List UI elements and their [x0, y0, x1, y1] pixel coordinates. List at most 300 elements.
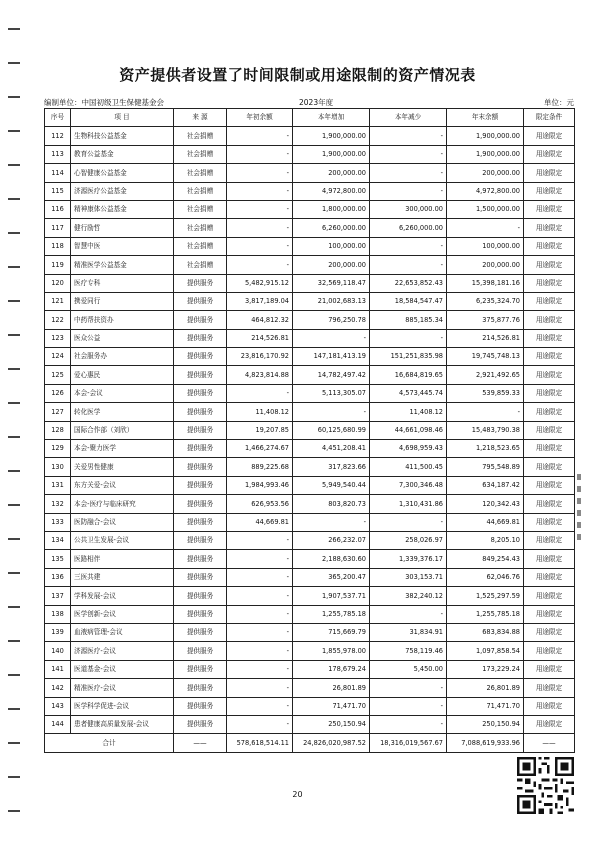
- table-row: [45, 164, 575, 182]
- cell-reduce: 4,573,445.74: [370, 384, 447, 402]
- cell-cond: 用途限定: [524, 440, 575, 458]
- cell-source: 社会捐赠: [174, 200, 227, 218]
- cell-cond: 用途限定: [524, 182, 575, 200]
- cell-no: 121: [45, 292, 71, 310]
- cell-no: 112: [45, 127, 71, 145]
- cell-add: 147,181,413.19: [293, 348, 370, 366]
- cell-source: 提供服务: [174, 311, 227, 329]
- cell-end: 8,205.10: [447, 531, 524, 549]
- cell-item: 公共卫生发展-会议: [71, 531, 174, 549]
- cell-no: 141: [45, 660, 71, 678]
- cell-end: 250,150.94: [447, 715, 524, 733]
- cell-begin: -: [227, 384, 293, 402]
- cell-begin: -: [227, 623, 293, 641]
- cell-cond: 用途限定: [524, 164, 575, 182]
- cell-end: 539,859.33: [447, 384, 524, 402]
- cell-end: 214,526.81: [447, 329, 524, 347]
- cell-begin: -: [227, 182, 293, 200]
- cell-begin: -: [227, 715, 293, 733]
- cell-no: 114: [45, 164, 71, 182]
- cell-begin: 214,526.81: [227, 329, 293, 347]
- cell-source: 提供服务: [174, 403, 227, 421]
- cell-source: 提供服务: [174, 513, 227, 531]
- header-item: 项 目: [71, 109, 174, 127]
- cell-end: 200,000.00: [447, 256, 524, 274]
- cell-end: 1,097,858.54: [447, 642, 524, 660]
- cell-no: 137: [45, 587, 71, 605]
- cell-source: 提供服务: [174, 697, 227, 715]
- cell-add: 1,907,537.71: [293, 587, 370, 605]
- cell-end: 849,254.43: [447, 550, 524, 568]
- cell-cond: 用途限定: [524, 403, 575, 421]
- cell-add: 5,113,305.07: [293, 384, 370, 402]
- cell-cond: 用途限定: [524, 366, 575, 384]
- page-number: 20: [292, 790, 303, 799]
- cell-begin: -: [227, 550, 293, 568]
- cell-item: 医道基金-会议: [71, 660, 174, 678]
- cell-cond: 用途限定: [524, 274, 575, 292]
- cell-item: 济源医疗-会议: [71, 642, 174, 660]
- cell-source: 提供服务: [174, 587, 227, 605]
- cell-begin: -: [227, 587, 293, 605]
- cell-no: 113: [45, 145, 71, 163]
- cell-reduce: -: [370, 127, 447, 145]
- cell-reduce: 300,000.00: [370, 200, 447, 218]
- cell-source: 社会捐赠: [174, 164, 227, 182]
- cell-begin: 626,953.56: [227, 495, 293, 513]
- cell-item: 智慧中医: [71, 237, 174, 255]
- cell-add: 250,150.94: [293, 715, 370, 733]
- cell-reduce: 4,698,959.43: [370, 440, 447, 458]
- cell-item: 本会-医疗与临床研究: [71, 495, 174, 513]
- cell-add: 365,200.47: [293, 568, 370, 586]
- cell-add: 200,000.00: [293, 164, 370, 182]
- cell-no: 143: [45, 697, 71, 715]
- cell-cond: 用途限定: [524, 568, 575, 586]
- cell-source: 提供服务: [174, 642, 227, 660]
- total-condition: ——: [524, 734, 575, 752]
- cell-begin: -: [227, 145, 293, 163]
- currency-unit: 单位：元: [544, 98, 574, 107]
- cell-source: 社会捐赠: [174, 127, 227, 145]
- cell-add: 796,250.78: [293, 311, 370, 329]
- cell-item: 三医共建: [71, 568, 174, 586]
- table-body: [45, 127, 575, 734]
- cell-begin: -: [227, 568, 293, 586]
- cell-item: 本会-聚力医学: [71, 440, 174, 458]
- cell-begin: -: [227, 679, 293, 697]
- cell-reduce: -: [370, 145, 447, 163]
- cell-reduce: -: [370, 164, 447, 182]
- header-decrease: 本年减少: [370, 109, 447, 127]
- cell-end: 2,921,492.65: [447, 366, 524, 384]
- side-seal-mark: [575, 468, 583, 548]
- cell-source: 社会捐赠: [174, 237, 227, 255]
- cell-no: 142: [45, 679, 71, 697]
- cell-source: 提供服务: [174, 531, 227, 549]
- header-no: 序号: [45, 109, 71, 127]
- cell-reduce: 382,240.12: [370, 587, 447, 605]
- cell-no: 133: [45, 513, 71, 531]
- cell-begin: 19,207.85: [227, 421, 293, 439]
- cell-source: 提供服务: [174, 384, 227, 402]
- total-end: 7,088,619,933.96: [447, 734, 524, 752]
- table-row: [45, 715, 575, 733]
- cell-reduce: 885,185.34: [370, 311, 447, 329]
- cell-item: 本会-会议: [71, 384, 174, 402]
- cell-add: -: [293, 513, 370, 531]
- table-row: [45, 274, 575, 292]
- table-row: [45, 440, 575, 458]
- cell-add: 1,900,000.00: [293, 127, 370, 145]
- cell-add: 803,820.73: [293, 495, 370, 513]
- cell-source: 提供服务: [174, 348, 227, 366]
- table-row: [45, 568, 575, 586]
- cell-cond: 用途限定: [524, 587, 575, 605]
- table-row: [45, 145, 575, 163]
- cell-source: 社会捐赠: [174, 256, 227, 274]
- header-condition: 限定条件: [524, 109, 575, 127]
- cell-cond: 用途限定: [524, 623, 575, 641]
- table-row: [45, 642, 575, 660]
- cell-cond: 用途限定: [524, 292, 575, 310]
- cell-no: 127: [45, 403, 71, 421]
- table-row: [45, 403, 575, 421]
- cell-item: 医路相伴: [71, 550, 174, 568]
- cell-add: 2,188,630.60: [293, 550, 370, 568]
- cell-cond: 用途限定: [524, 605, 575, 623]
- cell-item: 中药帮扶资办: [71, 311, 174, 329]
- cell-begin: 44,669.81: [227, 513, 293, 531]
- table-row: [45, 513, 575, 531]
- cell-reduce: 31,834.91: [370, 623, 447, 641]
- cell-cond: 用途限定: [524, 715, 575, 733]
- table-row: [45, 256, 575, 274]
- cell-end: 1,900,000.00: [447, 127, 524, 145]
- cell-reduce: -: [370, 605, 447, 623]
- cell-begin: -: [227, 660, 293, 678]
- cell-add: 1,255,785.18: [293, 605, 370, 623]
- table-row: [45, 219, 575, 237]
- cell-begin: -: [227, 256, 293, 274]
- cell-end: 1,255,785.18: [447, 605, 524, 623]
- cell-add: 100,000.00: [293, 237, 370, 255]
- cell-add: 60,125,680.99: [293, 421, 370, 439]
- cell-source: 提供服务: [174, 660, 227, 678]
- cell-cond: 用途限定: [524, 660, 575, 678]
- cell-cond: 用途限定: [524, 513, 575, 531]
- cell-add: 178,679.24: [293, 660, 370, 678]
- table-header-row: [45, 109, 575, 127]
- cell-reduce: -: [370, 329, 447, 347]
- cell-no: 116: [45, 200, 71, 218]
- cell-end: 200,000.00: [447, 164, 524, 182]
- cell-add: 26,801.89: [293, 679, 370, 697]
- total-label: 合计: [45, 734, 174, 752]
- cell-end: 6,235,324.70: [447, 292, 524, 310]
- cell-begin: -: [227, 127, 293, 145]
- header-increase: 本年增加: [293, 109, 370, 127]
- binding-margin-marks: [0, 0, 22, 841]
- cell-end: 683,834.88: [447, 623, 524, 641]
- cell-add: 1,900,000.00: [293, 145, 370, 163]
- cell-end: -: [447, 403, 524, 421]
- cell-end: 15,483,790.38: [447, 421, 524, 439]
- total-source: ——: [174, 734, 227, 752]
- cell-begin: -: [227, 605, 293, 623]
- table-row: [45, 531, 575, 549]
- cell-source: 提供服务: [174, 605, 227, 623]
- cell-no: 129: [45, 440, 71, 458]
- cell-end: 15,398,181.16: [447, 274, 524, 292]
- table-row: [45, 476, 575, 494]
- cell-reduce: 258,026.97: [370, 531, 447, 549]
- cell-begin: -: [227, 237, 293, 255]
- cell-cond: 用途限定: [524, 531, 575, 549]
- cell-begin: 1,466,274.67: [227, 440, 293, 458]
- cell-no: 117: [45, 219, 71, 237]
- cell-end: 1,525,297.59: [447, 587, 524, 605]
- cell-begin: 889,225.68: [227, 458, 293, 476]
- cell-reduce: -: [370, 182, 447, 200]
- table-row: [45, 421, 575, 439]
- cell-source: 提供服务: [174, 366, 227, 384]
- cell-item: 健行励哲: [71, 219, 174, 237]
- cell-reduce: 44,661,098.46: [370, 421, 447, 439]
- header-end-balance: 年末余额: [447, 109, 524, 127]
- table-row: [45, 127, 575, 145]
- restricted-assets-table: [44, 108, 575, 753]
- cell-no: 126: [45, 384, 71, 402]
- cell-add: 266,232.07: [293, 531, 370, 549]
- cell-no: 118: [45, 237, 71, 255]
- cell-cond: 用途限定: [524, 127, 575, 145]
- cell-reduce: 1,310,431.86: [370, 495, 447, 513]
- cell-end: 4,972,800.00: [447, 182, 524, 200]
- cell-end: 1,500,000.00: [447, 200, 524, 218]
- cell-item: 患者健康高质量发展-会议: [71, 715, 174, 733]
- cell-end: 173,229.24: [447, 660, 524, 678]
- cell-end: 375,877.76: [447, 311, 524, 329]
- cell-end: 44,669.81: [447, 513, 524, 531]
- cell-end: 100,000.00: [447, 237, 524, 255]
- cell-no: 132: [45, 495, 71, 513]
- cell-begin: -: [227, 531, 293, 549]
- cell-item: 医疗专科: [71, 274, 174, 292]
- cell-no: 130: [45, 458, 71, 476]
- cell-no: 128: [45, 421, 71, 439]
- cell-source: 提供服务: [174, 568, 227, 586]
- cell-add: 200,000.00: [293, 256, 370, 274]
- cell-no: 115: [45, 182, 71, 200]
- cell-reduce: -: [370, 715, 447, 733]
- cell-add: 317,823.66: [293, 458, 370, 476]
- qr-code-icon: [517, 757, 574, 814]
- table-row: [45, 605, 575, 623]
- cell-cond: 用途限定: [524, 642, 575, 660]
- table-row: [45, 182, 575, 200]
- cell-reduce: 303,153.71: [370, 568, 447, 586]
- cell-begin: 4,823,814.88: [227, 366, 293, 384]
- cell-cond: 用途限定: [524, 476, 575, 494]
- cell-add: 4,451,208.41: [293, 440, 370, 458]
- cell-begin: 3,817,189.04: [227, 292, 293, 310]
- cell-end: 795,548.89: [447, 458, 524, 476]
- cell-cond: 用途限定: [524, 421, 575, 439]
- cell-cond: 用途限定: [524, 679, 575, 697]
- cell-reduce: 16,684,819.65: [370, 366, 447, 384]
- cell-reduce: 6,260,000.00: [370, 219, 447, 237]
- cell-item: 精准医疗-会议: [71, 679, 174, 697]
- table-row: [45, 495, 575, 513]
- cell-add: 71,471.70: [293, 697, 370, 715]
- cell-cond: 用途限定: [524, 348, 575, 366]
- table-row: [45, 458, 575, 476]
- cell-no: 125: [45, 366, 71, 384]
- cell-item: 国际合作部（刘欣）: [71, 421, 174, 439]
- cell-end: 1,218,523.65: [447, 440, 524, 458]
- cell-end: 1,900,000.00: [447, 145, 524, 163]
- cell-cond: 用途限定: [524, 200, 575, 218]
- cell-add: 14,782,497.42: [293, 366, 370, 384]
- cell-begin: -: [227, 200, 293, 218]
- cell-add: 1,800,000.00: [293, 200, 370, 218]
- cell-add: 5,949,540.44: [293, 476, 370, 494]
- cell-reduce: -: [370, 697, 447, 715]
- cell-cond: 用途限定: [524, 384, 575, 402]
- cell-cond: 用途限定: [524, 256, 575, 274]
- cell-reduce: 1,339,376.17: [370, 550, 447, 568]
- cell-end: 634,187.42: [447, 476, 524, 494]
- cell-reduce: 22,653,852.43: [370, 274, 447, 292]
- cell-item: 学科发展-会议: [71, 587, 174, 605]
- page-title: 资产提供者设置了时间限制或用途限制的资产情况表: [119, 66, 476, 84]
- cell-no: 134: [45, 531, 71, 549]
- cell-no: 122: [45, 311, 71, 329]
- cell-begin: 1,984,993.46: [227, 476, 293, 494]
- cell-item: 东方关爱-会议: [71, 476, 174, 494]
- cell-cond: 用途限定: [524, 458, 575, 476]
- cell-no: 135: [45, 550, 71, 568]
- cell-begin: 23,816,170.92: [227, 348, 293, 366]
- total-add: 24,826,020,987.52: [293, 734, 370, 752]
- table-row: [45, 660, 575, 678]
- header-source: 来 源: [174, 109, 227, 127]
- table-row: [45, 384, 575, 402]
- cell-item: 爱心惠民: [71, 366, 174, 384]
- cell-no: 139: [45, 623, 71, 641]
- cell-item: 教育公益基金: [71, 145, 174, 163]
- table-row: [45, 311, 575, 329]
- cell-item: 医众公益: [71, 329, 174, 347]
- cell-source: 提供服务: [174, 623, 227, 641]
- cell-end: 62,046.76: [447, 568, 524, 586]
- table-row: [45, 366, 575, 384]
- cell-item: 血液病管理-会议: [71, 623, 174, 641]
- cell-source: 提供服务: [174, 329, 227, 347]
- preparing-unit: 编制单位：中国初级卫生保健基金会: [44, 98, 164, 107]
- cell-reduce: -: [370, 513, 447, 531]
- cell-add: 32,569,118.47: [293, 274, 370, 292]
- cell-add: 4,972,800.00: [293, 182, 370, 200]
- cell-no: 136: [45, 568, 71, 586]
- table-row: [45, 587, 575, 605]
- cell-begin: -: [227, 219, 293, 237]
- cell-source: 提供服务: [174, 292, 227, 310]
- cell-cond: 用途限定: [524, 495, 575, 513]
- cell-reduce: 11,408.12: [370, 403, 447, 421]
- cell-item: 精准医学公益基金: [71, 256, 174, 274]
- table-row: [45, 292, 575, 310]
- cell-item: 心智健康公益基金: [71, 164, 174, 182]
- cell-no: 138: [45, 605, 71, 623]
- cell-source: 提供服务: [174, 495, 227, 513]
- cell-item: 医学科学促进-会议: [71, 697, 174, 715]
- cell-item: 济源医疗公益基金: [71, 182, 174, 200]
- total-begin: 578,618,514.11: [227, 734, 293, 752]
- cell-item: 关爱男性健康: [71, 458, 174, 476]
- cell-item: 生物科技公益基金: [71, 127, 174, 145]
- cell-reduce: -: [370, 679, 447, 697]
- cell-item: 精神康体公益基金: [71, 200, 174, 218]
- cell-no: 144: [45, 715, 71, 733]
- cell-no: 119: [45, 256, 71, 274]
- cell-add: 715,669.79: [293, 623, 370, 641]
- report-year: 2023年度: [299, 98, 334, 107]
- table-row: [45, 348, 575, 366]
- cell-source: 社会捐赠: [174, 182, 227, 200]
- cell-source: 提供服务: [174, 421, 227, 439]
- table-row: [45, 200, 575, 218]
- table-row: [45, 679, 575, 697]
- cell-begin: 464,812.32: [227, 311, 293, 329]
- cell-source: 提供服务: [174, 476, 227, 494]
- cell-begin: -: [227, 642, 293, 660]
- cell-source: 提供服务: [174, 679, 227, 697]
- table-row: [45, 550, 575, 568]
- cell-item: 医防融合-会议: [71, 513, 174, 531]
- cell-end: 120,342.43: [447, 495, 524, 513]
- cell-add: 6,260,000.00: [293, 219, 370, 237]
- cell-source: 社会捐赠: [174, 145, 227, 163]
- cell-cond: 用途限定: [524, 550, 575, 568]
- cell-begin: 11,408.12: [227, 403, 293, 421]
- cell-source: 提供服务: [174, 440, 227, 458]
- total-reduce: 18,316,019,567.67: [370, 734, 447, 752]
- cell-add: 21,002,683.13: [293, 292, 370, 310]
- cell-item: 医学创新-会议: [71, 605, 174, 623]
- cell-begin: 5,482,915.12: [227, 274, 293, 292]
- cell-reduce: -: [370, 256, 447, 274]
- cell-cond: 用途限定: [524, 219, 575, 237]
- table-row: [45, 623, 575, 641]
- cell-end: -: [447, 219, 524, 237]
- cell-reduce: 411,500.45: [370, 458, 447, 476]
- cell-source: 社会捐赠: [174, 219, 227, 237]
- cell-no: 131: [45, 476, 71, 494]
- cell-add: 1,855,978.00: [293, 642, 370, 660]
- total-row: [45, 734, 575, 752]
- cell-add: -: [293, 329, 370, 347]
- cell-source: 提供服务: [174, 274, 227, 292]
- cell-reduce: -: [370, 237, 447, 255]
- cell-cond: 用途限定: [524, 311, 575, 329]
- table-row: [45, 697, 575, 715]
- cell-item: 携爱同行: [71, 292, 174, 310]
- cell-cond: 用途限定: [524, 697, 575, 715]
- cell-source: 提供服务: [174, 715, 227, 733]
- cell-cond: 用途限定: [524, 329, 575, 347]
